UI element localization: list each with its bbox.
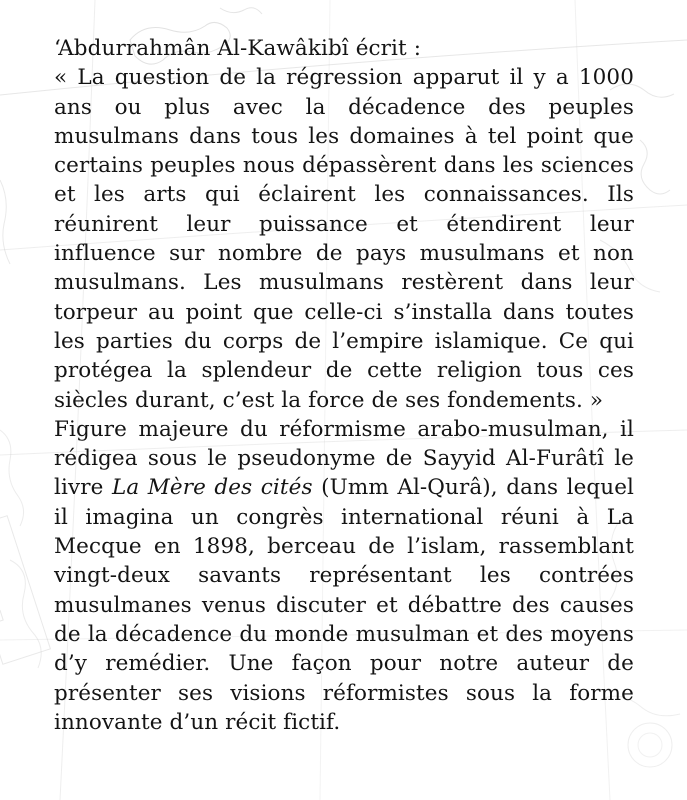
intro-text: ‘Abdurrahmân Al-Kawâkibî écrit : — [54, 36, 422, 61]
quote-text: « La question de la régression apparut il y a 1000 ans ou plus avec la décadence des peuples musulmans dans tous les domaines à tel point que certains peuples nous dépassèrent dans les sciences et les arts qui éclairent les connaissances. Ils réunirent leur puissance et étendirent leur influence sur nombre de pays musulmans et non musulmans. Les musulmans restèrent dans leur torpeur au point que celle-ci s’installa dans toutes les parties du corps de l’empire islamique. Ce qui protégea la splendeur de cette religion tous ces siècles durant, c’est la force de ses fondements. » — [54, 65, 634, 413]
biography-paragraph — [54, 415, 634, 737]
quote-paragraph — [54, 63, 634, 415]
bio-text-part2: (Umm Al-Qurâ), dans lequel il imagina un congrès international réuni à La Mecque en 1898, berceau de l’islam, rassemblant vingt-deux savants représentant les contrées musulmanes venus discuter et débattre des causes de la décadence du monde musulman et des moyens d’y remédier. Une façon pour notre auteur de présenter ses visions réformistes sous la forme innovante d’un récit fictif. — [54, 475, 635, 735]
intro-line — [54, 34, 634, 63]
document-body — [54, 34, 634, 737]
bio-text-part1: Figure majeure du réformisme arabo-musulman, il rédigea sous le pseudonyme de Sayyid Al-Furâtî le livre — [54, 416, 634, 501]
book-title: La Mère des cités — [111, 475, 313, 501]
